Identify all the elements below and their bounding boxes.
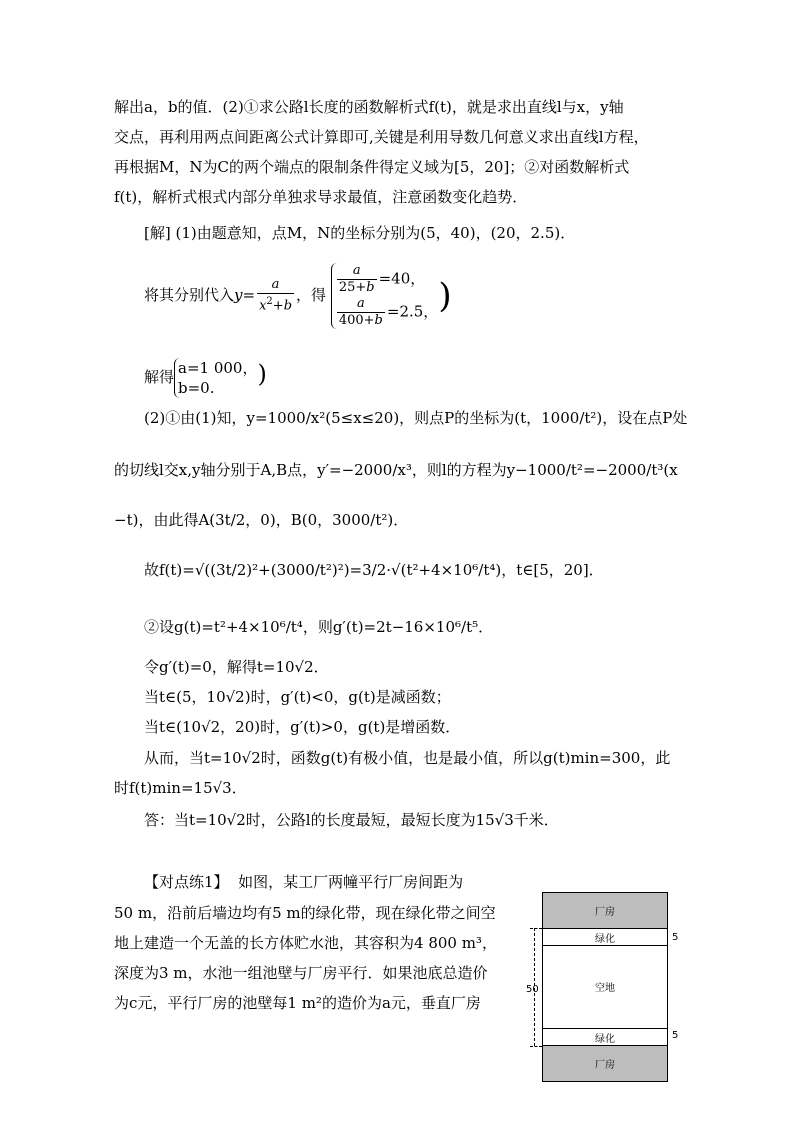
solution-step-1: (1)由题意知，点M，N的坐标分别为(5，40)，(20，2.5)．	[175, 224, 576, 242]
part2-line-3: −t)，由此得A(3t/2，0)，B(0，3000/t²)．	[114, 511, 409, 529]
part2-line-1: (2)①由(1)知，y=1000/x²(5≤x≤20)，则点P的坐标为(t，1000/t²)，设在点P处	[144, 409, 688, 427]
exercise-line-5: 为c元，平行厂房的池壁每1 m²的造价为a元，垂直厂房	[114, 994, 481, 1012]
analysis-line-3: 再根据M，N为C的两个端点的限制条件得定义域为[5，20]；②对函数解析式	[114, 158, 630, 176]
dim-top-label: 5	[672, 932, 679, 943]
exercise-line-3: 地上建造一个无盖的长方体贮水池，其容积为4 800 m³，	[114, 934, 497, 952]
dim-bottom-label: 5	[672, 1030, 679, 1041]
critical-point: 令g′(t)=0，解得t=10√2．	[144, 658, 329, 676]
gt-expression: ②设g(t)=t²+4×10⁶/t⁴，则g′(t)=2t−16×10⁶/t⁵．	[144, 618, 494, 636]
exercise-tag: 【对点练1】	[144, 873, 229, 891]
equation-system: $\frac{a}{25+b}$ =40， $\frac{a}{400+b}$ =2.5，	[331, 263, 438, 329]
green-belt-top: 绿化	[542, 928, 668, 946]
exercise-line-4: 深度为3 m，水池一组池壁与厂房平行．如果池底总造价	[114, 964, 488, 982]
solution-tag: [解]	[144, 224, 171, 242]
solution-part1	[144, 223, 575, 243]
exercise-line-2: 50 m，沿前后墙边均有5 m的绿化带，现在绿化带之间空	[114, 904, 496, 922]
open-space: 空地	[542, 945, 668, 1028]
dim-total-label: 50	[526, 984, 539, 995]
top-building: 厂房	[542, 892, 668, 929]
increasing-interval: 当t∈(10√2，20)时，g′(t)>0，g(t)是增函数．	[144, 718, 461, 736]
analysis-line-1: 解出a，b的值．(2)①求公路l长度的函数解析式f(t)，就是求出直线l与x，y轴	[114, 98, 624, 116]
part2-line-2: 的切线l交x,y轴分别于A,B点，y′=−2000/x³，则l的方程为y−1000/t²=−2000/t³(x	[114, 461, 678, 479]
solution-result: 解得 a=1 000， b=0. )	[144, 359, 267, 397]
factory-layout-figure	[514, 892, 679, 1117]
substitution-line: 将其分别代入y= $\frac{a}{x^2+b}$ ，得 $\frac{a}{25+b}$ =40， $\frac{a}{400+b}$ =2.5， )	[144, 263, 452, 328]
analysis-line-4: f(t)，解析式根式内部分单独求导求最值，注意函数变化趋势．	[114, 188, 528, 206]
exercise-line-1: 【对点练1】 如图，某工厂两幢平行厂房间距为	[144, 873, 464, 891]
conclusion-line-2: 时f(t)min=15√3．	[114, 779, 247, 797]
green-belt-bottom: 绿化	[542, 1028, 668, 1046]
answer-line: 答：当t=10√2时，公路l的长度最短，最短长度为15√3千米．	[144, 811, 559, 829]
decreasing-interval: 当t∈(5，10√2)时，g′(t)<0，g(t)是减函数；	[144, 688, 451, 706]
ft-expression: 故f(t)=√((3t/2)²+(3000/t²)²)=3/2·√(t²+4×10⁶/t⁴)，t∈[5，20]．	[144, 561, 604, 579]
conclusion-line-1: 从而，当t=10√2时，函数g(t)有极小值，也是最小值，所以g(t)min=300，此	[144, 749, 671, 767]
analysis-line-2: 交点，再利用两点间距离公式计算即可,关键是利用导数几何意义求出直线l方程，	[114, 128, 649, 146]
bottom-building: 厂房	[542, 1045, 668, 1082]
